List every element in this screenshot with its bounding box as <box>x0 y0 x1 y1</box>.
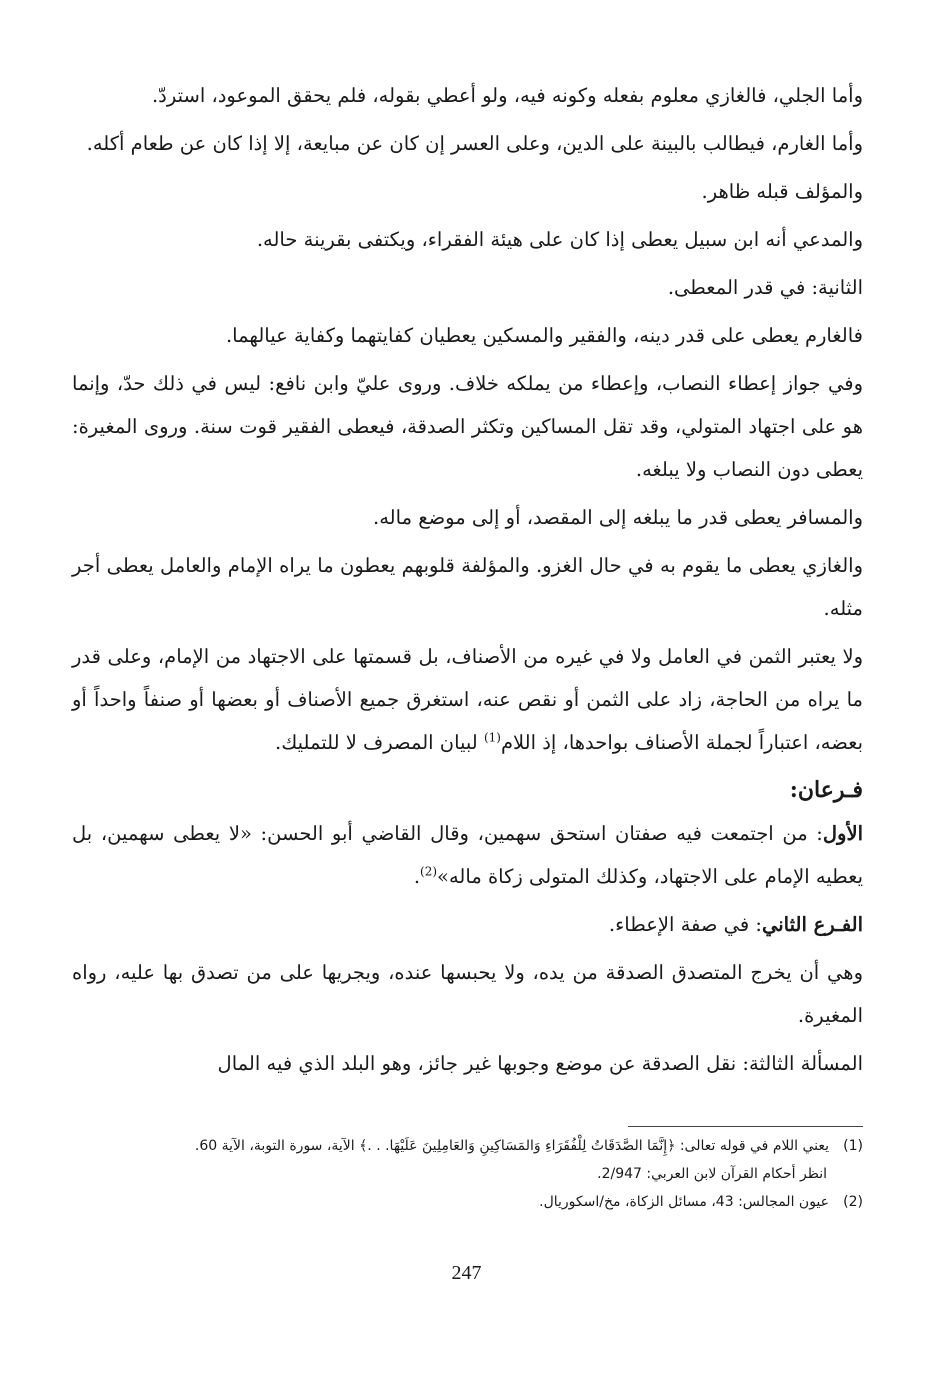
footnote-ref: (1) <box>483 730 501 745</box>
paragraph-text-end: لبيان المصرف لا للتمليك. <box>275 731 484 754</box>
page-number: 247 <box>451 1262 482 1284</box>
footnote-number: (1) <box>843 1138 863 1154</box>
footnote-ref: (2) <box>420 864 438 879</box>
paragraph: المسألة الثالثة: نقل الصدقة عن موضع وجوبها غير جائز، وهو البلد الذي فيه المال <box>217 1052 863 1075</box>
paragraph-text: ولا يعتبر الثمن في العامل ولا في غيره من الأصناف، بل قسمتها على الاجتهاد من الإمام، وعلى قدر ما يراه من الحاجة، زاد على الثمن أو نقص عنه، استغرق جميع الأصناف أو بعضها أو صنفاً واحداً أو بعضه، اعتباراً لجملة الأصناف بواحدها، إذ اللام <box>72 645 863 754</box>
paragraph: وأما الجلي، فالغازي معلوم بفعله وكونه فيه، ولو أعطي بقوله، فلم يحقق الموعود، استردّ. <box>151 84 863 107</box>
second-branch-label: الفـرع الثاني <box>762 913 863 936</box>
paragraph: والمدعي أنه ابن سبيل يعطى إذا كان على هيئة الفقراء، ويكتفى بقرينة حاله. <box>256 228 863 251</box>
second-branch-text: : في صفة الإعطاء. <box>608 913 762 936</box>
section-heading: فـرعان: <box>789 777 863 803</box>
first-branch-end: . <box>413 865 421 888</box>
footnote-continuation: انظر أحكام القرآن لابن العربي: 2/947. <box>597 1166 827 1182</box>
paragraph: والغازي يعطى ما يقوم به في حال الغزو. والمؤلفة قلوبهم يعطون ما يراه الإمام والعامل يعطى أجر مثله. <box>72 554 863 620</box>
paragraph <box>72 635 863 764</box>
footnote-text: يعني اللام في قوله تعالى: ﴿إِنَّمَا الصَّدَقَاتُ لِلْفُقَرَاءِ وَالمَسَاكِينِ وَالعَامِلِينَ عَلَيْهَا. . .﴾ الآية، سورة التوبة، الآية 60. <box>194 1138 829 1154</box>
first-branch-text: : من اجتمعت فيه صفتان استحق سهمين، وقال القاضي أبو الحسن: «لا يعطى سهمين، بل يعطيه الإمام على الاجتهاد، وكذلك المتولى زكاة ماله» <box>72 822 863 888</box>
footnote <box>72 1132 863 1160</box>
main-text <box>72 74 863 1085</box>
paragraph: والمسافر يعطى قدر ما يبلغه إلى المقصد، أو إلى موضع ماله. <box>373 506 863 529</box>
footnote-divider <box>628 1126 863 1127</box>
paragraph: وهي أن يخرج المتصدق الصدقة من يده، ولا يحبسها عنده، ويجريها على من تصدق بها عليه، رواه المغيرة. <box>72 961 863 1027</box>
first-branch-label: الأول <box>822 822 863 845</box>
paragraph: فالغارم يعطى على قدر دينه، والفقير والمسكين يعطيان كفايتهما وكفاية عيالهما. <box>225 324 863 347</box>
paragraph: الثانية: في قدر المعطى. <box>667 276 863 299</box>
footnote-number: (2) <box>843 1194 863 1210</box>
paragraph: وأما الغارم، فيطالب بالبينة على الدين، وعلى العسر إن كان عن مبايعة، إلا إذا كان عن طعام أكله. <box>86 132 863 155</box>
paragraph: والمؤلف قبله ظاهر. <box>701 180 863 203</box>
footnote <box>72 1188 863 1216</box>
paragraph: وفي جواز إعطاء النصاب، وإعطاء من يملكه خلاف. وروى عليّ وابن نافع: ليس في ذلك حدّ، وإنما هو على اجتهاد المتولي، وقد تقل المساكين وتكثر الصدقة، فيعطى الفقير قوت سنة. وروى المغيرة: يعطى دون النصاب ولا يبلغه. <box>72 372 863 481</box>
first-branch <box>72 812 863 898</box>
footnote-text: عيون المجالس: 43، مسائل الزكاة، مخ/اسكوريال. <box>539 1194 829 1210</box>
second-branch <box>72 903 863 946</box>
footnotes <box>72 1132 863 1216</box>
